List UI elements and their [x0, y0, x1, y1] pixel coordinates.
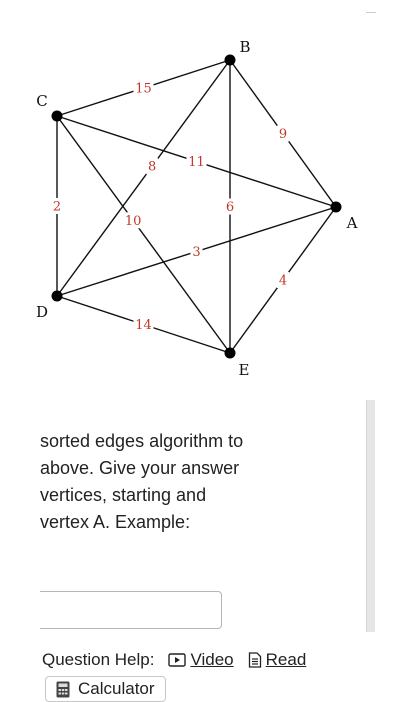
- calculator-icon: [56, 681, 70, 698]
- read-link[interactable]: [248, 650, 307, 670]
- edge-weight-C-A: [187, 154, 207, 171]
- question-line: vertices, starting and: [40, 485, 207, 505]
- edge-weight-C-B: [134, 80, 154, 97]
- vertex-label-C: C: [36, 92, 48, 110]
- edge-weight-D-E: [134, 317, 154, 334]
- edge-weight-B-A: [277, 126, 289, 143]
- edge-weight-text: 10: [124, 213, 142, 229]
- vertex-label-D: D: [35, 303, 49, 321]
- video-link-label: Video: [190, 650, 234, 669]
- question-line: above. Give your answer: [40, 458, 240, 478]
- graph-edge-weights: [51, 80, 289, 333]
- edge-weight-text: 8: [148, 159, 157, 175]
- edge-weight-text: 11: [188, 155, 205, 170]
- edge-weight-text: 4: [278, 273, 288, 289]
- question-help-label: Question Help:: [42, 650, 155, 669]
- calculator-button[interactable]: [45, 676, 166, 702]
- question-help-row: [42, 650, 306, 670]
- answer-input[interactable]: [40, 591, 222, 629]
- vertex-label-B: B: [239, 38, 251, 56]
- graph-vertices: [36, 38, 358, 379]
- edge-weight-B-D: [146, 158, 158, 175]
- read-link-label: Read: [265, 650, 307, 669]
- question-line: sorted edges algorithm to: [40, 431, 244, 451]
- question-text: [40, 428, 360, 536]
- video-play-icon: [168, 653, 186, 667]
- calculator-label: Calculator: [78, 679, 155, 698]
- edge-weight-text: 14: [135, 318, 152, 333]
- edge-weight-text: 6: [225, 200, 235, 215]
- video-link[interactable]: [168, 650, 233, 670]
- edge-weight-C-D: [51, 198, 63, 215]
- vertex-C: [52, 111, 63, 122]
- scrollbar[interactable]: [366, 400, 375, 632]
- vertex-label-E: E: [238, 361, 250, 379]
- vertex-E: [225, 348, 236, 359]
- document-icon: [248, 652, 262, 668]
- vertex-B: [225, 55, 236, 66]
- question-line: vertex A. Example:: [40, 512, 191, 532]
- edge-weight-C-E: [123, 212, 143, 229]
- vertex-A: [331, 202, 342, 213]
- edge-weight-D-A: [191, 244, 203, 261]
- edge-weight-B-E: [224, 199, 236, 216]
- vertex-label-A: A: [346, 214, 358, 232]
- edge-weight-text: 2: [52, 199, 62, 215]
- edge-weight-text: 15: [135, 81, 152, 97]
- edge-weight-E-A: [277, 272, 289, 289]
- edge-weight-text: 3: [192, 245, 201, 260]
- graph-edges: [57, 60, 336, 353]
- edge-weight-text: 9: [278, 127, 288, 142]
- vertex-D: [52, 291, 63, 302]
